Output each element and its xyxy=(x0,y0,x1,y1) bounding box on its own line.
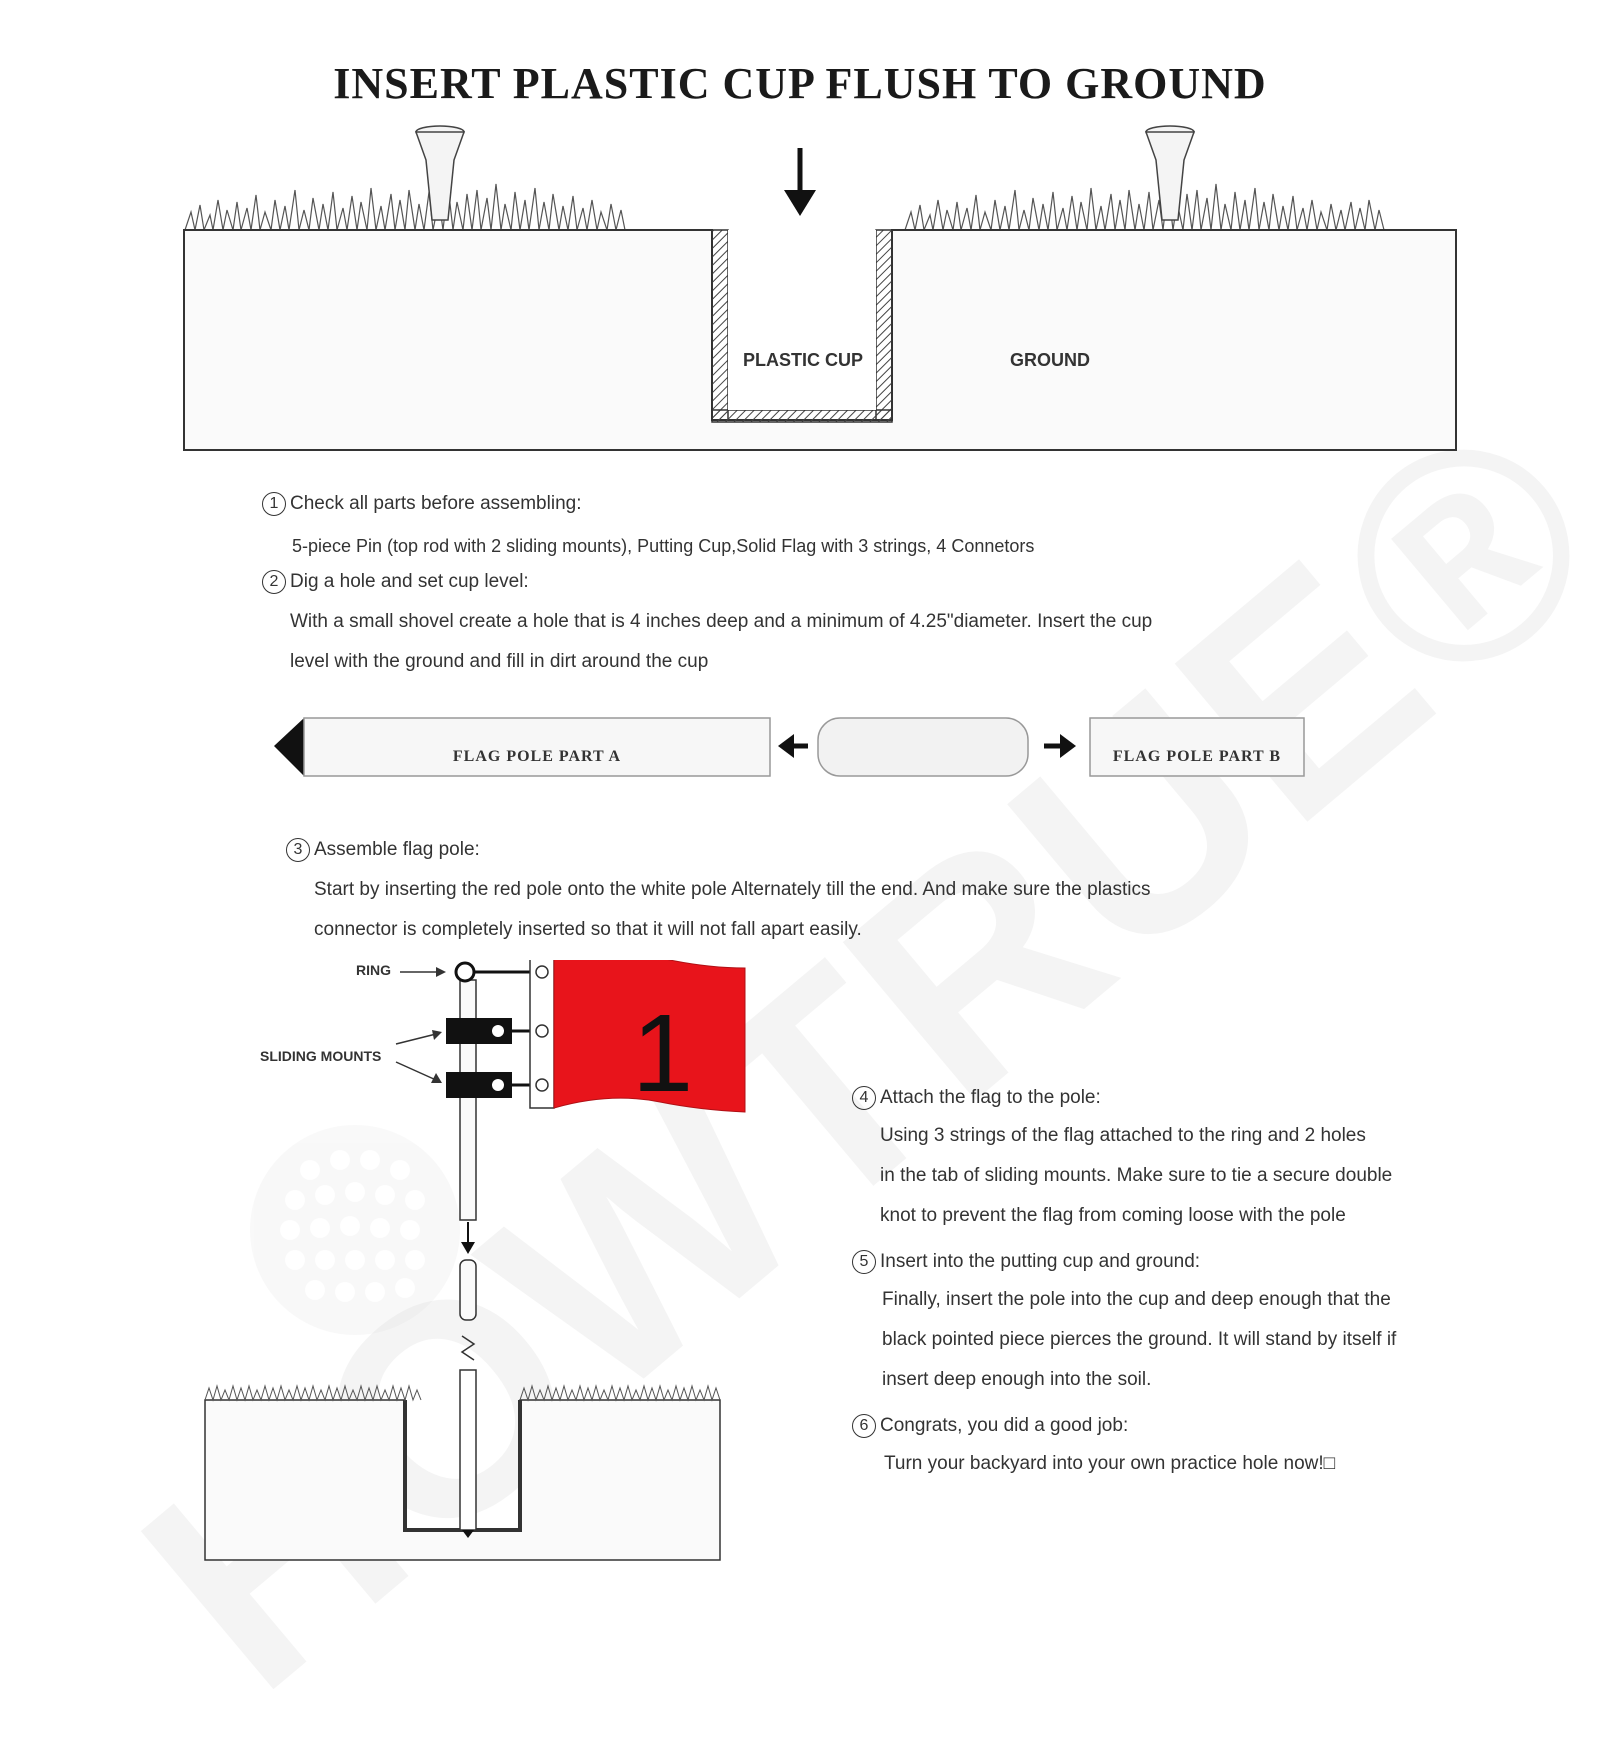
step-heading-text: Attach the flag to the pole: xyxy=(880,1087,1101,1109)
step-4-text-line-1: Using 3 strings of the flag attached to the ring and 2 holes xyxy=(880,1125,1366,1146)
step-heading-text: Insert into the putting cup and ground: xyxy=(880,1251,1201,1273)
step-6-text-line-1: Turn your backyard into your own practice hole now!□ xyxy=(884,1453,1336,1474)
step-5-text-line-1: Finally, insert the pole into the cup and deep enough that the xyxy=(882,1289,1391,1310)
step-4-text-line-3: knot to prevent the flag from coming loose with the pole xyxy=(880,1205,1346,1226)
step-1-text: 5-piece Pin (top rod with 2 sliding mounts), Putting Cup,Solid Flag with 3 strings, 4 Connetors xyxy=(292,536,1035,556)
step-number-badge: 1 xyxy=(262,492,286,516)
step-3-heading xyxy=(286,838,480,862)
step-4-heading xyxy=(852,1086,1101,1110)
step-5-heading xyxy=(852,1250,1200,1274)
left-arrow-icon xyxy=(778,734,808,758)
golf-ball-icon xyxy=(250,1125,460,1335)
step-heading-text: Check all parts before assembling: xyxy=(290,493,582,515)
step-3-text-line-2: connector is completely inserted so that it will not fall apart easily. xyxy=(314,919,862,940)
grass-left xyxy=(185,184,625,230)
step-5-text-line-2: black pointed piece pierces the ground. It will stand by itself if xyxy=(882,1329,1397,1350)
step-heading-text: Assemble flag pole: xyxy=(314,839,480,861)
step-number-badge: 3 xyxy=(286,838,310,862)
step-2-text-line-2: level with the ground and fill in dirt around the cup xyxy=(290,651,709,672)
step-5-text-line-3: insert deep enough into the soil. xyxy=(882,1369,1152,1390)
connector xyxy=(818,718,1028,776)
grass-right xyxy=(905,184,1384,230)
step-3-text-line-1: Start by inserting the red pole onto the white pole Alternately till the end. And make sure the plastics xyxy=(314,879,1151,900)
step-number-badge: 2 xyxy=(262,570,286,594)
step-2-heading xyxy=(262,570,529,594)
flag-pole-parts-diagram xyxy=(0,710,1600,800)
tee-right xyxy=(1146,126,1194,220)
flag-number: 1 xyxy=(632,992,694,1115)
step-number-badge: 4 xyxy=(852,1086,876,1110)
step-1-heading xyxy=(262,492,581,516)
step-heading-text: Congrats, you did a good job: xyxy=(880,1415,1129,1437)
step-4-text-line-2: in the tab of sliding mounts. Make sure to tie a secure double xyxy=(880,1165,1393,1186)
cup-label: PLASTIC CUP xyxy=(742,350,863,370)
right-arrow-icon xyxy=(1044,734,1076,758)
down-arrow-icon xyxy=(784,148,816,216)
page-title: INSERT PLASTIC CUP FLUSH TO GROUND xyxy=(333,59,1267,108)
step-heading-text: Dig a hole and set cup level: xyxy=(290,571,529,593)
ring xyxy=(456,963,474,981)
ground-label: GROUND xyxy=(1010,350,1090,370)
pole-part-a-label: FLAG POLE PART A xyxy=(452,748,622,765)
step-number-badge: 6 xyxy=(852,1414,876,1438)
ring-label: RING xyxy=(356,962,391,978)
step-2-text-line-1: With a small shovel create a hole that is 4 inches deep and a minimum of 4.25"diameter. Insert the cup xyxy=(290,611,1153,632)
step-6-heading xyxy=(852,1414,1128,1438)
sliding-mounts-label: SLIDING MOUNTS xyxy=(260,1048,382,1064)
step-number-badge: 5 xyxy=(852,1250,876,1274)
cup-ground-diagram xyxy=(0,120,1600,460)
pole-part-b-label: FLAG POLE PART B xyxy=(1112,748,1282,765)
pointed-tip-icon xyxy=(274,718,304,776)
